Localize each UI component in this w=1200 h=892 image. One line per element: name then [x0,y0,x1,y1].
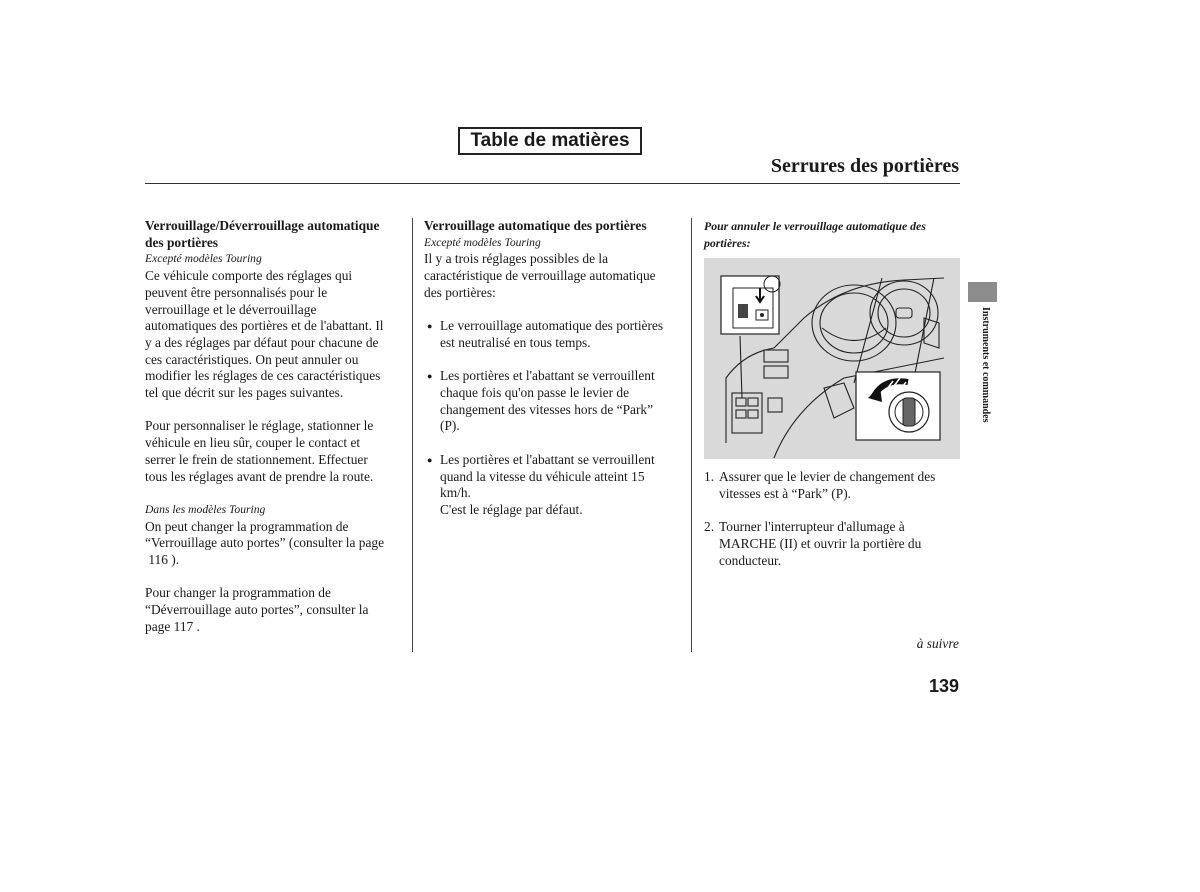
text-line: ces caractéristiques. On peut annuler ou [145,351,359,367]
section-heading-cont: des portières [145,234,219,250]
column-1 [145,218,407,636]
section-tab-marker [968,282,997,302]
text-line: (P). [440,418,460,434]
text-line: Pour personnaliser le réglage, stationner le [145,418,374,434]
text-line: y a des réglages par défaut pour chacune de [145,334,379,350]
text-line: Tourner l'interrupteur d'allumage à [719,519,905,535]
text-line: serrer le frein de stationnement. Effectuer [145,451,368,467]
door-lock-illustration [704,258,960,459]
column-2 [424,218,686,519]
section-heading: Verrouillage automatique des portières [424,218,647,233]
text-line: véhicule en lieu sûr, couper le contact et [145,435,361,451]
bullet-icon: ● [427,321,433,332]
procedure-subheading-cont: portières: [704,235,751,250]
text-line: “Verrouillage auto portes” (consulter la page [145,535,385,551]
text-line: C'est le réglage par défaut. [440,501,583,517]
procedure-steps [704,469,960,569]
column-3 [704,218,960,251]
header-rule [145,183,960,184]
text-line: peuvent être personnalisés pour le [145,284,328,300]
procedure-subheading: Pour annuler le verrouillage automatique des [704,219,926,233]
step-item [704,469,960,502]
section-side-label: Instruments et commandes [980,307,991,423]
page-title: Serrures des portières [770,155,959,177]
bullet-item [424,368,686,435]
text-line: Les portières et l'abattant se verrouillent [440,451,655,467]
text-line: est neutralisé en tous temps. [440,334,591,350]
text-line: On peut changer la programmation de [145,518,349,534]
model-note: Excepté modèles Touring [424,235,541,249]
text-line: Assurer que le levier de changement des [719,469,936,484]
text-line: vitesses est à “Park” (P). [719,485,852,501]
page-number: 139 [928,676,959,696]
step-number: 2. [704,519,715,535]
text-line: km/h. [440,485,471,501]
text-line: Il y a trois réglages possibles de la [424,251,609,267]
bullet-icon: ● [427,371,433,382]
text-line: MARCHE (II) et ouvrir la portière du [719,535,922,551]
text-line: automatiques des portières et de l'abattant. Il [145,318,384,334]
continued-label: à suivre [916,636,959,651]
text-line: tous les réglages avant de prendre la route. [145,468,374,484]
text-line: “Déverrouillage auto portes”, consulter la [145,602,369,618]
bullet-item [424,318,686,351]
text-line: chaque fois qu'on passe le levier de [440,385,630,400]
text-line: Pour changer la programmation de [145,585,331,601]
text-line: caractéristique de verrouillage automatique [424,268,656,284]
page-reference-link[interactable]: 116 ). [145,552,180,568]
text-line: Le verrouillage automatique des portières [440,318,664,334]
text-line: Les portières et l'abattant se verrouillent [440,368,655,384]
text-line: quand la vitesse du véhicule atteint 15 [440,468,645,484]
table-of-contents-button[interactable]: Table de matières [458,127,642,155]
step-number: 1. [704,469,715,484]
model-note: Excepté modèles Touring [145,252,262,266]
step-item [704,519,960,569]
column-divider [691,218,692,652]
text-line: tel que décrit sur les pages suivantes. [145,385,344,401]
page-reference-link[interactable]: page 117 . [145,618,200,634]
model-note: Dans les modèles Touring [145,502,266,516]
text-line: conducteur. [719,552,782,568]
bullet-item [424,452,686,519]
text-line: des portières: [424,284,496,300]
text-line: changement des vitesses hors de “Park” [440,401,654,417]
text-line: verrouillage et le déverrouillage [145,301,317,317]
text-line: Ce véhicule comporte des réglages qui [145,268,353,284]
column-divider [412,218,413,652]
text-line: modifier les réglages de ces caractéristiques [145,368,381,384]
section-heading: Verrouillage/Déverrouillage automatique [145,218,380,233]
bullet-icon: ● [427,454,433,465]
